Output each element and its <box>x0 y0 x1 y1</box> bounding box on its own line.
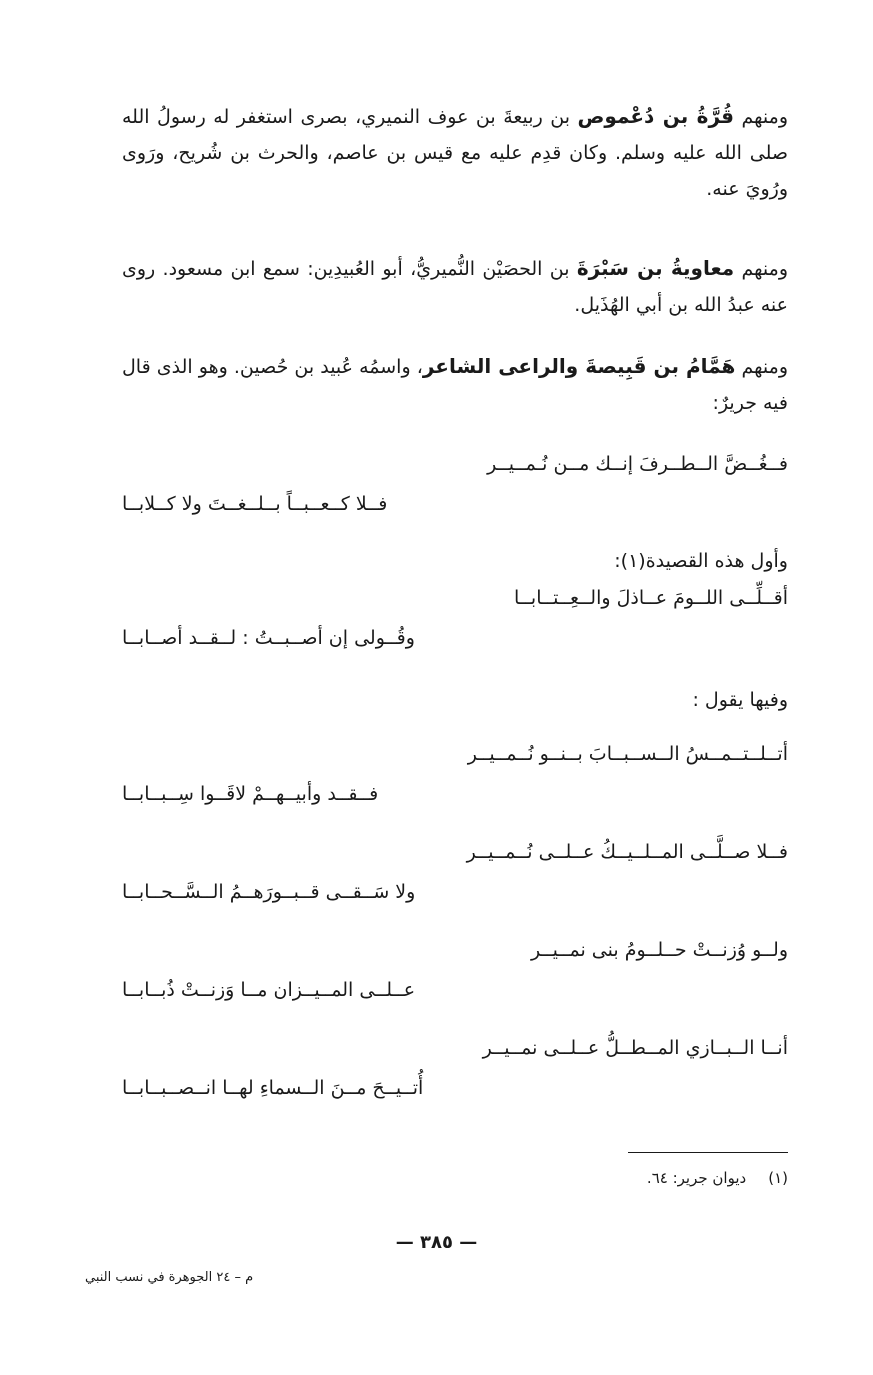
paragraph-body: بن الحصَيْن النُّميريُّ، أبو العُبيدِين: سمع ابن مسعود. روى عنه عبدُ الله بن أبي الهُذَيل. <box>122 258 788 316</box>
person-name: قُرَّةُ بن دُعْموص <box>577 104 735 128</box>
footnote-number: (١) <box>768 1169 788 1187</box>
verse-6-first-hemistich: أنــا الــبــازي المــطــلُّ عــلــى نمــيــر <box>482 1037 788 1059</box>
footnote <box>647 1166 788 1190</box>
page-number: — ٣٨٥ — <box>395 1232 478 1253</box>
verse-4-first-hemistich: فــلا صــلَّــى المــلــيــكُ عــلــى نُــمــيــر <box>466 841 788 863</box>
verse-3-first-hemistich: أتــلــتــمــسُ الــســبــابَ بــنــو نُــمــيــر <box>467 743 788 765</box>
poem-intro: وأول هذه القصيدة(١): <box>614 550 788 572</box>
verse-2-first-hemistich: أقــلِّــى اللــومَ عــاذلَ والــعِــتــابــا <box>513 587 788 609</box>
printer-signature: م – ٢٤ الجوهرة في نسب النبي <box>85 1270 254 1285</box>
verse-1-second-hemistich: فــلا كــعــبــاً بــلــغــتَ ولا كــلابــا <box>122 493 388 515</box>
paragraph-lead: ومنهم <box>734 106 789 128</box>
paragraph-hammam <box>122 348 788 421</box>
paragraph-body: ، واسمُه عُبيد بن حُصين. وهو الذى قال فيه جريرٌ: <box>122 356 788 414</box>
paragraph-body: بن ربيعةَ بن عوف النميري، بصرى استغفر له رسولُ الله صلى الله عليه وسلم. وكان قدِم عليه مع قيس بن عاصم، والحرث بن شُريح، ورَوى ورُويَ عنه. <box>122 106 788 200</box>
verse-5-first-hemistich: ولــو وُزنــتْ حــلــومُ بنى نمــيــر <box>531 939 788 961</box>
verse-4-second-hemistich: ولا سَــقــى قــبــورَهــمُ الــسَّــحــابــا <box>122 881 416 903</box>
footnote-divider <box>628 1152 788 1153</box>
person-name: معاويةُ بن سَبْرَةَ <box>576 256 735 280</box>
verse-6-second-hemistich: أُتــيــحَ مــنَ الــسماءِ لهــا انــصــبــابــا <box>122 1077 424 1099</box>
verse-3-second-hemistich: فــقــد وأبيــهــمْ لاقَــوا سِــبــابــا <box>122 783 379 805</box>
verse-1-first-hemistich: فــغُــضَّ الــطــرفَ إنــك مــن نُـمــيــر <box>487 453 788 475</box>
paragraph-muawiya <box>122 250 788 323</box>
verse-2-second-hemistich: وقُــولى إن أصــبــتُ : لــقــد أصــابــا <box>122 627 415 649</box>
footnote-text: ديوان جرير: ٦٤. <box>646 1169 747 1187</box>
paragraph-lead: ومنهم <box>734 258 789 280</box>
paragraph-qurra <box>122 98 788 207</box>
paragraph-lead: ومنهم <box>735 356 788 378</box>
poem-intro-2: وفيها يقول : <box>692 689 788 711</box>
verse-5-second-hemistich: عــلــى المــيــزان مــا وَزنــتْ ذُبــابــا <box>122 979 416 1001</box>
person-name: هَمَّامُ بن قَبِيصةَ والراعى الشاعر <box>422 354 736 378</box>
